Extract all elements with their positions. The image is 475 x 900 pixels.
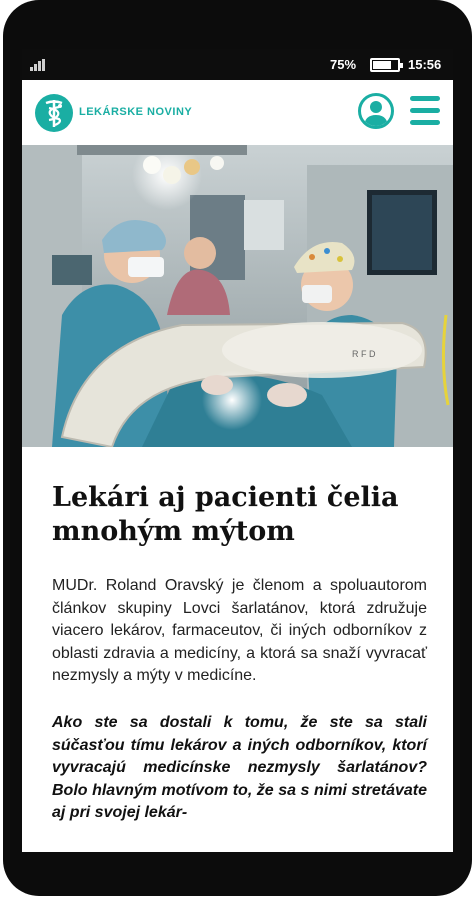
interview-question: Ako ste sa dostali k tomu, že ste sa stali súčasťou tímu lekárov a iných odborníkov, ktorí vyvracajú medicínske nezmysly šarlatánov? Bolo hlavným motívom to, že sa s nimi stretávate aj pri svojej lekár-	[52, 714, 427, 821]
article-lead: MUDr. Roland Oravský je členom a spoluautorom článkov skupiny Lovci šarlatánov, ktorá združuje viacero lekárov, farmaceutov, či iných odborníkov z oblasti zdravia a medicíny, a ktorá sa snaží vyvracať nezmysly a mýty v medicíne.	[52, 577, 427, 684]
site-header	[22, 80, 453, 145]
article-title: Lekári aj pacienti čelia mnohým mýtom	[52, 482, 399, 547]
screen	[22, 49, 453, 852]
clock: 15:56	[408, 57, 442, 72]
battery-level	[373, 61, 391, 69]
svg-text:R F D: R F D	[352, 349, 376, 359]
battery-icon	[370, 58, 400, 72]
brand-name[interactable]: LEKÁRSKE NOVINY	[79, 106, 193, 118]
hamburger-menu-icon[interactable]	[410, 96, 440, 126]
status-bar	[22, 49, 453, 80]
battery-percent: 75%	[330, 57, 357, 72]
surgeons-operating-room-photo	[22, 145, 453, 447]
user-profile-icon[interactable]	[358, 93, 394, 129]
signal-icon	[30, 59, 46, 71]
caduceus-icon[interactable]	[35, 94, 73, 132]
